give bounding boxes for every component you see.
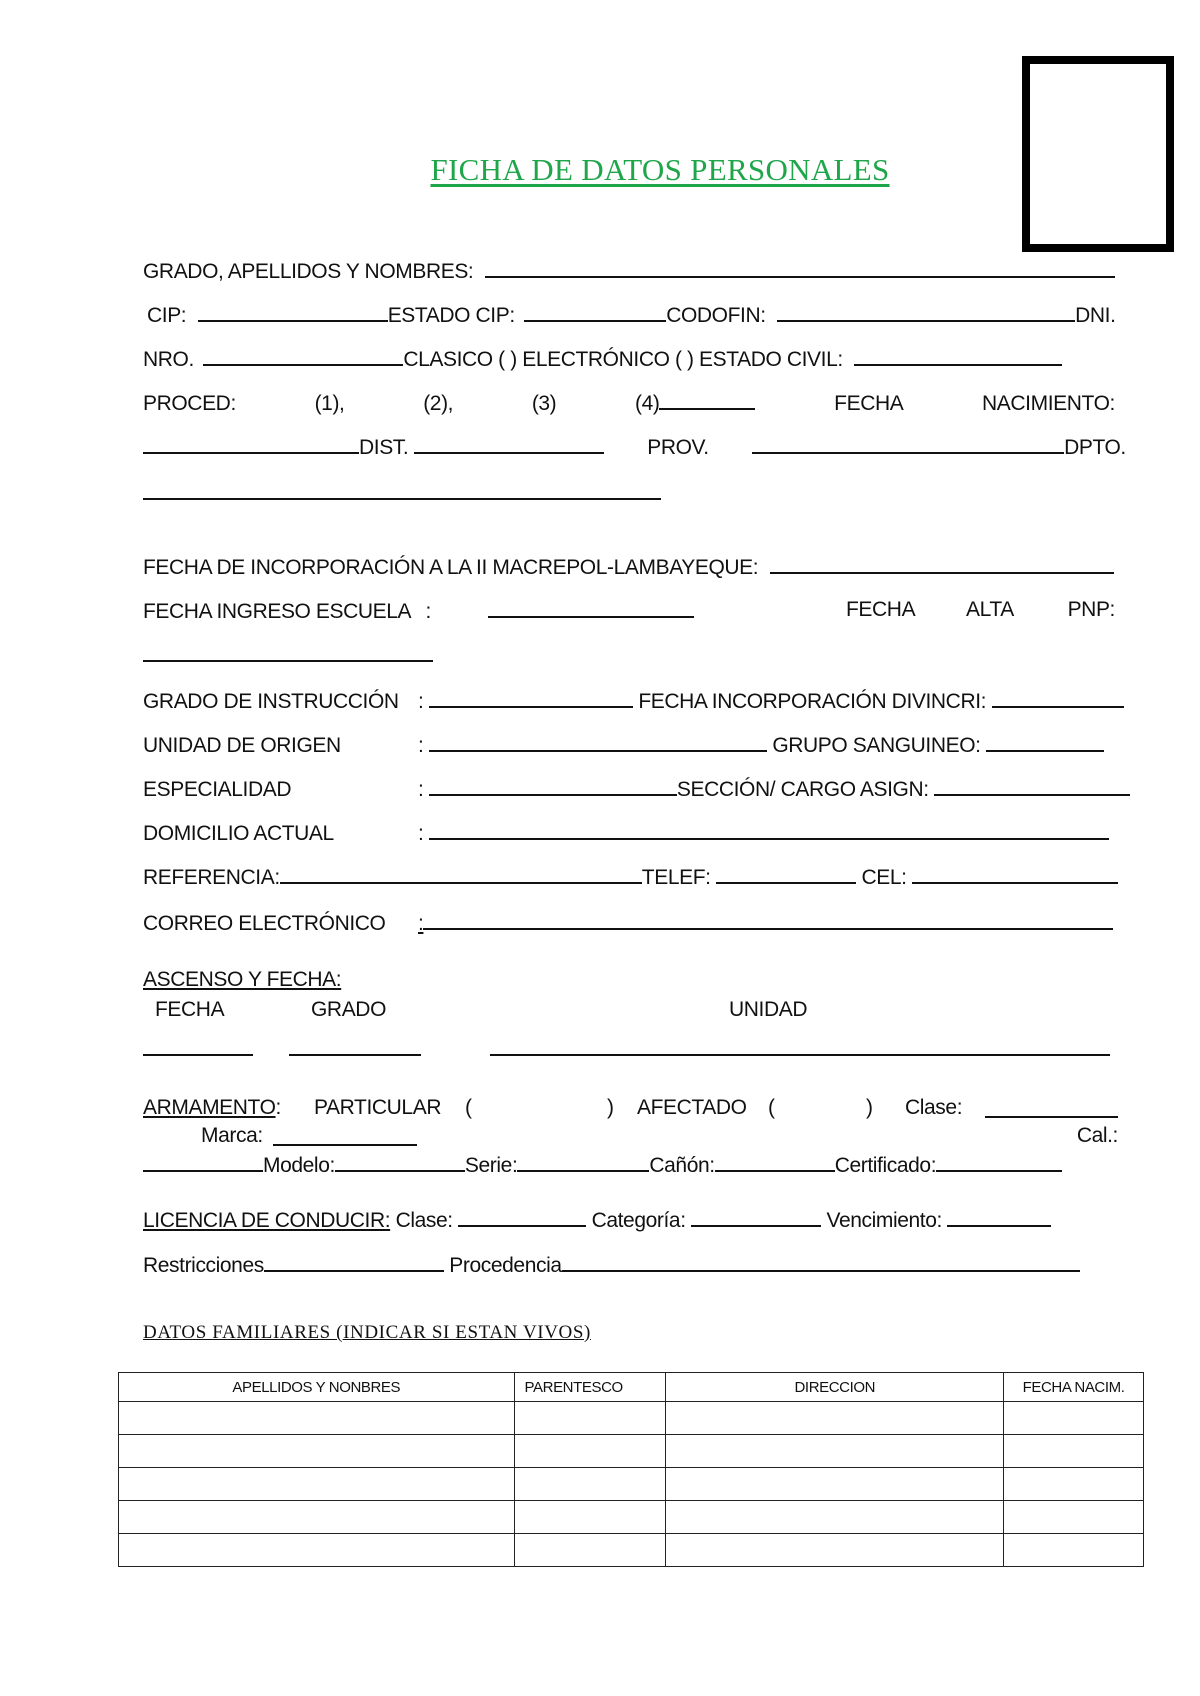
licencia-clase-field[interactable] bbox=[458, 1207, 586, 1227]
domicilio-label: DOMICILIO ACTUAL bbox=[143, 822, 334, 845]
estado-cip-label: ESTADO CIP: bbox=[387, 304, 515, 327]
certificado-field[interactable] bbox=[936, 1152, 1062, 1172]
armamento-colon: : bbox=[275, 1096, 281, 1119]
divincri-field[interactable] bbox=[992, 688, 1124, 708]
incorporacion-field[interactable] bbox=[770, 554, 1114, 574]
ascenso-fecha-field[interactable] bbox=[143, 1036, 253, 1056]
row-grado bbox=[143, 258, 1118, 284]
afectado-open-paren[interactable]: ( bbox=[768, 1096, 775, 1119]
telef-field[interactable] bbox=[716, 864, 856, 884]
table-cell[interactable] bbox=[514, 1468, 666, 1501]
licencia-heading: LICENCIA DE CONDUCIR: bbox=[143, 1209, 391, 1232]
marca-label: Marca: bbox=[201, 1124, 263, 1147]
modelo-label: Modelo: bbox=[263, 1154, 335, 1177]
table-cell[interactable] bbox=[666, 1402, 1004, 1435]
canon-label: Cañón: bbox=[649, 1154, 715, 1177]
dist-label: DIST. bbox=[359, 436, 409, 459]
vencimiento-field[interactable] bbox=[947, 1207, 1051, 1227]
unidad-colon: : bbox=[418, 734, 424, 757]
categoria-field[interactable] bbox=[691, 1207, 821, 1227]
cip-label: CIP: bbox=[147, 304, 187, 327]
proced-option-4: (4) bbox=[635, 390, 755, 416]
table-cell[interactable] bbox=[1004, 1501, 1144, 1534]
ascenso-col-unidad: UNIDAD bbox=[729, 998, 808, 1021]
table-cell[interactable] bbox=[514, 1534, 666, 1567]
correo-label: CORREO ELECTRÓNICO bbox=[143, 912, 386, 935]
row-incorporacion bbox=[143, 554, 1118, 580]
col-parentesco: PARENTESCO bbox=[514, 1373, 666, 1402]
ascenso-fields bbox=[143, 1036, 1118, 1062]
serie-field[interactable] bbox=[517, 1152, 649, 1172]
row-referencia bbox=[143, 864, 1118, 890]
seccion-field[interactable] bbox=[934, 776, 1130, 796]
referencia-label: REFERENCIA: bbox=[143, 866, 280, 889]
grado-label: GRADO, APELLIDOS Y NOMBRES: bbox=[143, 260, 474, 283]
unidad-label: UNIDAD DE ORIGEN bbox=[143, 734, 341, 757]
col-direccion: DIRECCION bbox=[666, 1373, 1004, 1402]
table-cell[interactable] bbox=[514, 1402, 666, 1435]
table-cell[interactable] bbox=[119, 1534, 515, 1567]
row-alta-field bbox=[143, 642, 1118, 668]
table-row bbox=[119, 1534, 1144, 1567]
fecha-word: FECHA bbox=[834, 392, 904, 415]
row-proced bbox=[143, 390, 1115, 416]
serie-label: Serie: bbox=[464, 1154, 518, 1177]
incorporacion-label: FECHA DE INCORPORACIÓN A LA II MACREPOL-LAMBAYEQUE: bbox=[143, 556, 759, 579]
table-cell[interactable] bbox=[1004, 1402, 1144, 1435]
table-cell[interactable] bbox=[1004, 1534, 1144, 1567]
ascenso-heading-row bbox=[143, 968, 1118, 992]
afectado-label: AFECTADO bbox=[637, 1096, 747, 1119]
nacimiento-label: NACIMIENTO: bbox=[982, 392, 1115, 415]
dni-label: DNI. bbox=[1075, 304, 1116, 327]
domicilio-field[interactable] bbox=[429, 820, 1109, 840]
table-cell[interactable] bbox=[514, 1501, 666, 1534]
row-modelo bbox=[143, 1152, 1118, 1178]
dpto-field[interactable] bbox=[143, 480, 661, 500]
particular-close-paren: ) bbox=[607, 1096, 614, 1119]
table-cell[interactable] bbox=[514, 1435, 666, 1468]
especialidad-label: ESPECIALIDAD bbox=[143, 778, 292, 801]
afectado-close-paren: ) bbox=[866, 1096, 873, 1119]
grado-field[interactable] bbox=[485, 258, 1115, 278]
page-title: FICHA DE DATOS PERSONALES bbox=[430, 152, 890, 187]
row-especialidad bbox=[143, 776, 1118, 802]
canon-field[interactable] bbox=[715, 1152, 835, 1172]
row-nro bbox=[143, 346, 1118, 372]
ingreso-field[interactable] bbox=[488, 598, 694, 618]
nro-label: NRO. bbox=[143, 348, 194, 371]
instruccion-label: GRADO DE INSTRUCCIÓN bbox=[143, 690, 399, 713]
grupo-label: GRUPO SANGUINEO: bbox=[772, 734, 981, 757]
table-cell[interactable] bbox=[1004, 1435, 1144, 1468]
cal-field[interactable] bbox=[143, 1152, 263, 1172]
row-correo bbox=[143, 910, 1118, 936]
estado-civil-field[interactable] bbox=[854, 346, 1062, 366]
table-cell[interactable] bbox=[119, 1402, 515, 1435]
clasico-label: CLASICO ( ) ELECTRÓNICO ( ) ESTADO CIVIL: bbox=[403, 348, 843, 371]
dist-field[interactable] bbox=[414, 434, 604, 454]
estado-cip-field[interactable] bbox=[524, 302, 666, 322]
nacimiento-field[interactable] bbox=[143, 434, 359, 454]
restricciones-label: Restricciones bbox=[143, 1254, 264, 1277]
cel-label: CEL: bbox=[861, 866, 907, 889]
table-cell[interactable] bbox=[119, 1501, 515, 1534]
armamento-heading: ARMAMENTO bbox=[143, 1096, 276, 1119]
certificado-label: Certificado: bbox=[834, 1154, 937, 1177]
procedencia-field[interactable] bbox=[562, 1252, 1080, 1272]
domicilio-colon: : bbox=[418, 822, 424, 845]
ingreso-label: FECHA INGRESO ESCUELA bbox=[143, 600, 411, 623]
seccion-label: SECCIÓN/ CARGO ASIGN: bbox=[676, 778, 929, 801]
row-dist bbox=[143, 434, 1126, 460]
alta-word: ALTA bbox=[966, 598, 1014, 621]
proced-option-2: (2), bbox=[423, 392, 454, 415]
prov-label: PROV. bbox=[647, 436, 709, 459]
armamento-clase-label: Clase: bbox=[905, 1096, 963, 1119]
cal-label: Cal.: bbox=[1076, 1124, 1118, 1147]
instruccion-field[interactable] bbox=[429, 688, 633, 708]
col-apellidos: APELLIDOS Y NONBRES bbox=[119, 1373, 515, 1402]
ascenso-unidad-field[interactable] bbox=[490, 1036, 1110, 1056]
row-cip bbox=[147, 302, 1122, 328]
grupo-field[interactable] bbox=[986, 732, 1104, 752]
proced-label: PROCED: bbox=[143, 392, 236, 415]
table-row bbox=[119, 1501, 1144, 1534]
codofin-field[interactable] bbox=[777, 302, 1075, 322]
procedencia-label: Procedencia bbox=[449, 1254, 562, 1277]
vencimiento-label: Vencimiento: bbox=[826, 1209, 942, 1232]
table-cell[interactable] bbox=[666, 1501, 1004, 1534]
table-row bbox=[119, 1468, 1144, 1501]
alta-pnp-field[interactable] bbox=[143, 642, 433, 662]
cel-field[interactable] bbox=[912, 864, 1118, 884]
table-cell[interactable] bbox=[119, 1468, 515, 1501]
ascenso-heading: ASCENSO Y FECHA: bbox=[143, 968, 342, 991]
row-instruccion bbox=[143, 688, 1118, 714]
table-row bbox=[119, 1402, 1144, 1435]
familiares-table bbox=[118, 1372, 1144, 1567]
row-armamento bbox=[143, 1096, 1118, 1120]
pnp-label: PNP: bbox=[1067, 598, 1115, 621]
unidad-field[interactable] bbox=[429, 732, 767, 752]
table-cell[interactable] bbox=[1004, 1468, 1144, 1501]
table-cell[interactable] bbox=[666, 1468, 1004, 1501]
particular-label: PARTICULAR bbox=[314, 1096, 442, 1119]
ascenso-grado-field[interactable] bbox=[289, 1036, 421, 1056]
proced-field[interactable] bbox=[659, 390, 755, 410]
restricciones-field[interactable] bbox=[264, 1252, 444, 1272]
telef-label: TELEF: bbox=[641, 866, 711, 889]
codofin-label: CODOFIN: bbox=[666, 304, 766, 327]
ascenso-col-fecha: FECHA bbox=[155, 998, 225, 1021]
table-header-row bbox=[119, 1373, 1144, 1402]
cip-field[interactable] bbox=[198, 302, 388, 322]
row-ingreso bbox=[143, 598, 1115, 624]
ascenso-col-grado: GRADO bbox=[311, 998, 387, 1021]
licencia-clase-label: Clase: bbox=[395, 1209, 453, 1232]
modelo-field[interactable] bbox=[335, 1152, 465, 1172]
table-row bbox=[119, 1435, 1144, 1468]
fecha-alta-word: FECHA bbox=[846, 598, 916, 621]
divincri-label: FECHA INCORPORACIÓN DIVINCRI: bbox=[638, 690, 987, 713]
row-domicilio bbox=[143, 820, 1118, 846]
particular-open-paren[interactable]: ( bbox=[465, 1096, 472, 1119]
categoria-label: Categoría: bbox=[591, 1209, 686, 1232]
table-cell[interactable] bbox=[119, 1435, 515, 1468]
correo-field[interactable] bbox=[423, 910, 1113, 930]
armamento-clase-field[interactable] bbox=[985, 1098, 1118, 1118]
col-fecha-nacim: FECHA NACIM. bbox=[1004, 1373, 1144, 1402]
instruccion-colon: : bbox=[418, 690, 424, 713]
referencia-field[interactable] bbox=[280, 864, 642, 884]
row-restricciones bbox=[143, 1252, 1118, 1278]
proced-option-1: (1), bbox=[314, 392, 345, 415]
prov-field[interactable] bbox=[752, 434, 1064, 454]
row-unidad bbox=[143, 732, 1118, 758]
row-licencia bbox=[143, 1207, 1118, 1233]
especialidad-field[interactable] bbox=[429, 776, 677, 796]
ingreso-colon: : bbox=[425, 600, 431, 623]
row-dpto-field bbox=[143, 480, 1118, 506]
marca-field[interactable] bbox=[273, 1126, 417, 1146]
especialidad-colon: : bbox=[418, 778, 424, 801]
familiares-heading: DATOS FAMILIARES (INDICAR SI ESTAN VIVOS) bbox=[143, 1322, 591, 1343]
table-cell[interactable] bbox=[666, 1435, 1004, 1468]
nro-field[interactable] bbox=[203, 346, 403, 366]
correo-colon: : bbox=[418, 912, 424, 935]
proced-option-3: (3) bbox=[531, 392, 557, 415]
table-cell[interactable] bbox=[666, 1534, 1004, 1567]
dpto-label: DPTO. bbox=[1064, 436, 1126, 459]
